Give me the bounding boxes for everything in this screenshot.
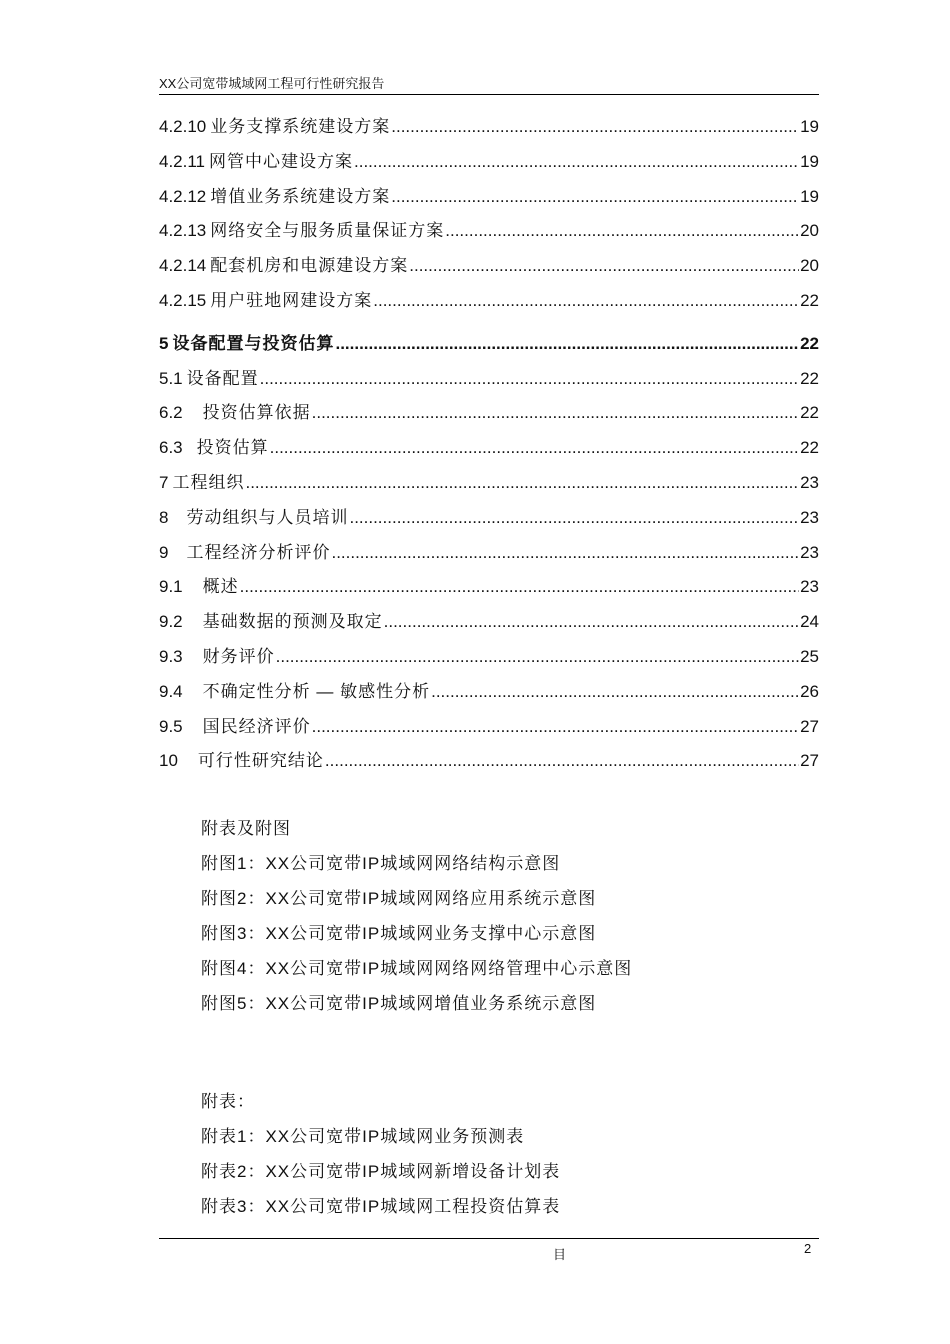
dot-leader — [276, 646, 799, 668]
toc-entry[interactable] — [159, 220, 819, 255]
header-title: XX公司宽带城域网工程可行性研究报告 — [159, 76, 385, 91]
dot-leader — [445, 220, 799, 242]
appendix-figure-item: 附图2：XX公司宽带IP城域网网络应用系统示意图 — [201, 889, 597, 908]
toc-title: 概述 — [202, 577, 239, 597]
toc-number: 4.2.10 — [159, 117, 207, 136]
toc-title: 设备配置与投资估算 — [172, 333, 335, 353]
toc-number: 8 — [159, 507, 169, 527]
footer-divider — [159, 1238, 819, 1239]
toc-number: 9.3 — [159, 646, 183, 666]
dot-leader — [312, 716, 799, 738]
toc-number: 4.2.13 — [159, 221, 207, 241]
toc-number: 4.2.11 — [159, 151, 206, 171]
footer-label: 目 — [553, 1247, 567, 1262]
toc-number: 9.1 — [159, 577, 183, 597]
toc-entry[interactable] — [159, 750, 819, 785]
appendix-heading: 附表： — [201, 1092, 255, 1111]
appendix-heading: 附表及附图 — [201, 819, 291, 838]
toc-entry[interactable] — [159, 542, 819, 577]
toc-page: 22 — [800, 333, 819, 353]
toc-number: 9 — [159, 542, 169, 562]
toc-number: 5 — [159, 333, 169, 353]
toc-title: 不确定性分析 — 敏感性分析 — [202, 681, 431, 701]
toc-number: 10 — [159, 751, 178, 771]
toc-entry[interactable] — [159, 116, 819, 151]
toc-page: 22 — [800, 368, 819, 388]
appendix-figure-item: 附图3：XX公司宽带IP城域网业务支撑中心示意图 — [201, 924, 597, 943]
toc-page: 24 — [800, 612, 819, 632]
toc-page: 20 — [800, 256, 819, 276]
toc-entry[interactable] — [159, 402, 819, 437]
toc-entry[interactable] — [159, 576, 819, 611]
toc-title: 业务支撑系统建设方案 — [210, 117, 391, 136]
dot-leader — [325, 750, 799, 772]
toc-entry[interactable] — [159, 437, 819, 472]
toc-title: 劳动组织与人员培训 — [186, 507, 349, 527]
dot-leader — [245, 472, 799, 494]
toc-title: 投资估算依据 — [202, 403, 311, 423]
dot-leader — [391, 116, 799, 138]
dot-leader — [312, 402, 799, 424]
toc-title: 基础数据的预测及取定 — [202, 612, 383, 632]
toc-number: 4.2.12 — [159, 186, 207, 206]
toc-number: 6.3 — [159, 438, 183, 458]
toc-number: 4.2.15 — [159, 290, 207, 310]
dot-leader — [349, 507, 799, 529]
toc-title: 工程经济分析评价 — [186, 542, 331, 562]
toc-page: 23 — [800, 542, 819, 562]
toc-page: 23 — [800, 507, 819, 527]
toc-entry[interactable] — [159, 151, 819, 186]
dot-leader — [391, 186, 799, 208]
toc-number: 7 — [159, 472, 169, 492]
dot-leader — [384, 611, 799, 633]
dot-leader — [431, 681, 799, 703]
toc-entry[interactable] — [159, 472, 819, 507]
toc-number: 6.2 — [159, 403, 183, 423]
page-number: 2 — [804, 1241, 812, 1256]
toc-page: 27 — [800, 716, 819, 736]
toc-page: 19 — [800, 151, 819, 171]
toc-entry[interactable] — [159, 368, 819, 403]
toc-number: 9.5 — [159, 716, 183, 736]
dot-leader — [373, 290, 799, 312]
toc-entry[interactable] — [159, 716, 819, 751]
toc-entry[interactable] — [159, 186, 819, 221]
toc-page: 26 — [800, 681, 819, 701]
table-of-contents — [159, 116, 819, 785]
toc-page: 22 — [800, 290, 819, 310]
appendix-figure-item: 附图4：XX公司宽带IP城域网网络网络管理中心示意图 — [201, 959, 633, 978]
dot-leader — [331, 542, 799, 564]
toc-title: 财务评价 — [202, 646, 275, 666]
toc-chapter-entry[interactable] — [159, 333, 819, 368]
toc-title: 增值业务系统建设方案 — [210, 186, 391, 206]
appendix-figures-list — [201, 818, 801, 1028]
toc-page: 27 — [800, 751, 819, 771]
toc-page: 25 — [800, 646, 819, 666]
toc-title: 工程组织 — [172, 472, 245, 492]
toc-number: 9.4 — [159, 681, 183, 701]
toc-page: 23 — [800, 577, 819, 597]
toc-entry[interactable] — [159, 681, 819, 716]
page-header — [159, 76, 819, 95]
dot-leader — [354, 151, 799, 173]
toc-entry[interactable] — [159, 646, 819, 681]
toc-page: 19 — [800, 117, 819, 136]
toc-entry[interactable] — [159, 255, 819, 290]
toc-page: 22 — [800, 403, 819, 423]
toc-title: 投资估算 — [196, 438, 269, 458]
toc-title: 可行性研究结论 — [197, 751, 324, 771]
dot-leader — [260, 368, 799, 390]
dot-leader — [409, 255, 799, 277]
toc-page: 20 — [800, 221, 819, 241]
toc-entry[interactable] — [159, 290, 819, 325]
toc-title: 国民经济评价 — [202, 716, 311, 736]
toc-title: 设备配置 — [186, 368, 259, 388]
appendix-table-item: 附表3：XX公司宽带IP城域网工程投资估算表 — [201, 1197, 561, 1216]
toc-title: 网络安全与服务质量保证方案 — [210, 221, 445, 241]
appendix-tables-list — [201, 1091, 801, 1231]
toc-page: 22 — [800, 438, 819, 458]
toc-entry[interactable] — [159, 611, 819, 646]
toc-entry[interactable] — [159, 507, 819, 542]
appendix-figure-item: 附图1：XX公司宽带IP城域网网络结构示意图 — [201, 854, 561, 873]
appendix-table-item: 附表1：XX公司宽带IP城域网业务预测表 — [201, 1127, 525, 1146]
toc-number: 9.2 — [159, 612, 183, 632]
toc-title: 配套机房和电源建设方案 — [210, 256, 409, 276]
toc-number: 5.1 — [159, 368, 183, 388]
toc-title: 用户驻地网建设方案 — [210, 290, 373, 310]
toc-page: 23 — [800, 472, 819, 492]
dot-leader — [335, 333, 799, 355]
appendix-table-item: 附表2：XX公司宽带IP城域网新增设备计划表 — [201, 1162, 561, 1181]
dot-leader — [270, 437, 799, 459]
dot-leader — [240, 576, 799, 598]
toc-number: 4.2.14 — [159, 256, 207, 276]
toc-page: 19 — [800, 186, 819, 206]
toc-title: 网管中心建设方案 — [209, 151, 354, 171]
appendix-figure-item: 附图5：XX公司宽带IP城域网增值业务系统示意图 — [201, 994, 597, 1013]
